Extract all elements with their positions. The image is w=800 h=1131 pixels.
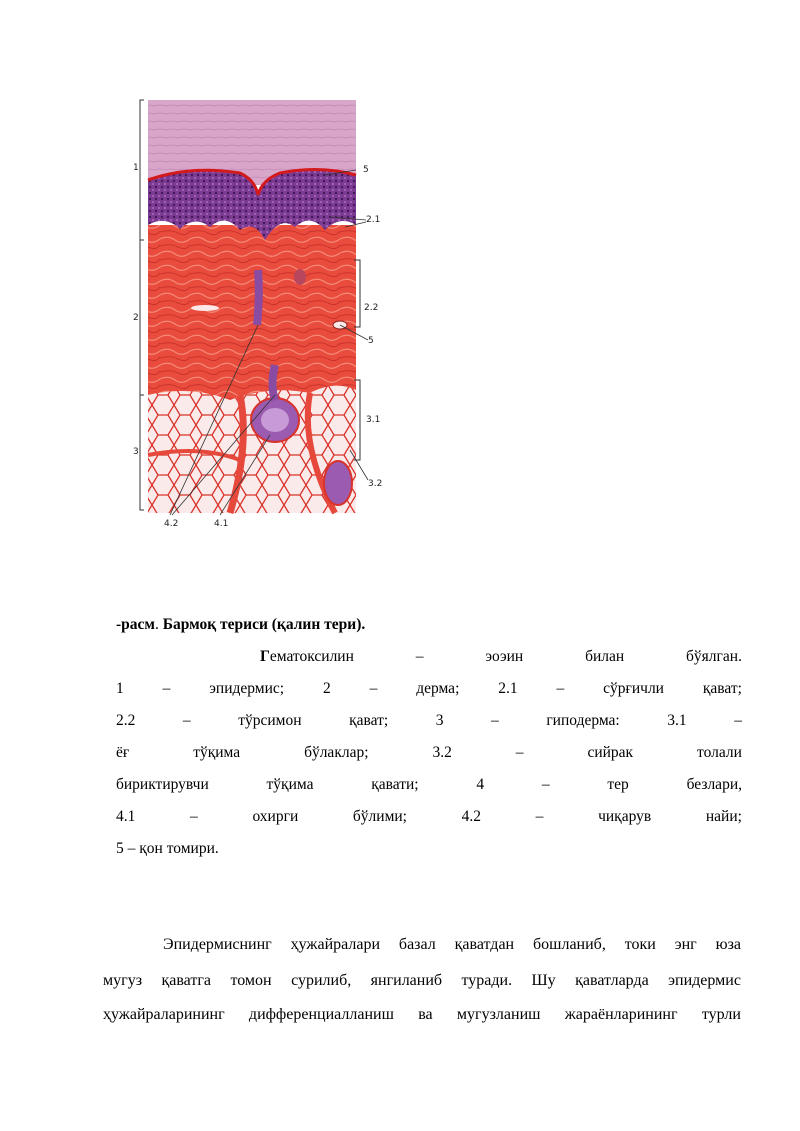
legend-word: 3.2 xyxy=(432,744,452,761)
legend-word: – xyxy=(556,680,565,697)
legend-line-4 xyxy=(116,744,742,762)
paragraph-line-1 xyxy=(163,936,741,954)
paragraph-word: сурилиб, xyxy=(291,972,352,989)
paragraph-word: юза xyxy=(715,936,741,953)
legend-word: – xyxy=(515,744,524,761)
paragraph-word: қаватдан xyxy=(454,936,515,953)
legend-word: бўлими; xyxy=(352,808,407,825)
legend-word: – xyxy=(491,712,499,729)
figure-label-4-2: 4.2 xyxy=(164,519,179,529)
legend-line-2 xyxy=(116,680,742,698)
figure-label-4-1: 4.1 xyxy=(214,519,229,529)
legend-word: бўлаклар; xyxy=(304,744,369,761)
figure-label-3-2: 3.2 xyxy=(368,479,383,489)
paragraph-word: токи xyxy=(624,936,656,953)
legend-word: сўрғичли xyxy=(603,680,664,697)
legend-word: 5 – қон томири. xyxy=(116,840,219,857)
paragraph-word: мугузланиш xyxy=(456,1006,541,1023)
legend-word: – xyxy=(535,808,544,825)
legend-line-1 xyxy=(260,648,742,666)
figure-label-3: 3 xyxy=(133,447,139,457)
legend-word: эоэин xyxy=(485,648,524,665)
legend-word: – xyxy=(182,712,191,729)
legend-word: – xyxy=(162,680,171,697)
legend-word: 1 xyxy=(116,680,124,697)
legend-word: эпидермис; xyxy=(209,680,285,697)
legend-word: тўқима xyxy=(193,744,241,761)
paragraph-word: жараёнларининг xyxy=(564,1006,678,1023)
legend-word: – xyxy=(369,680,378,697)
paragraph-word: қаватларда xyxy=(575,972,649,989)
legend-word: 4 xyxy=(476,776,485,793)
figure-label-3-1: 3.1 xyxy=(366,415,381,425)
figure-label-5-top: 5 xyxy=(363,165,369,175)
legend-word: 2.1 xyxy=(498,680,518,697)
legend-line-7 xyxy=(116,840,742,858)
paragraph-word: базал xyxy=(398,936,436,953)
legend-word: дерма; xyxy=(416,680,460,697)
figure-caption xyxy=(116,616,365,634)
figure-label-1: 1 xyxy=(133,163,139,173)
legend-word: – xyxy=(541,776,550,793)
legend-word: гиподерма: xyxy=(546,712,620,729)
legend-line-6 xyxy=(116,808,742,826)
legend-word: – xyxy=(415,648,424,665)
histology-illustration xyxy=(130,95,390,535)
paragraph-word: мугуз xyxy=(103,972,143,989)
figure-label-2-1: 2.1 xyxy=(366,215,381,225)
legend-word: охирги xyxy=(252,808,299,825)
paragraph-word: ҳужайраларининг xyxy=(103,1006,225,1023)
figure-label-2-2: 2.2 xyxy=(364,303,379,313)
legend-word: толали xyxy=(697,744,742,761)
caption-title: Бармоқ териси (қалин тери). xyxy=(162,616,366,633)
legend-word: 3 xyxy=(435,712,444,729)
legend-word: 4.2 xyxy=(461,808,482,825)
legend-word: Гематоксилин xyxy=(260,648,354,665)
figure-label-5-mid: 5 xyxy=(368,336,374,346)
legend-word: тўрсимон xyxy=(238,712,302,729)
legend-word: 2 xyxy=(322,680,331,697)
legend-word: сийрак xyxy=(587,744,634,761)
paragraph-word: энг xyxy=(674,936,697,953)
paragraph-word: бошланиб, xyxy=(533,936,606,953)
legend-word: қавати; xyxy=(371,776,419,793)
paragraph-word: қаватга xyxy=(161,972,212,989)
legend-line-5 xyxy=(116,776,742,794)
legend-word: 3.1 xyxy=(667,712,687,729)
paragraph-word: томон xyxy=(230,972,272,989)
legend-word: – xyxy=(190,808,198,825)
legend-word: ёғ xyxy=(116,744,130,761)
paragraph-word: янгиланиб xyxy=(370,972,443,989)
legend-word: – xyxy=(734,712,742,729)
paragraph-word: Эпидермиснинг xyxy=(163,936,272,953)
legend-word: қават; xyxy=(702,680,742,697)
figure-label-2: 2 xyxy=(133,313,139,323)
legend-word: қават; xyxy=(349,712,389,729)
paragraph-line-2 xyxy=(103,972,741,990)
skin-histology-figure xyxy=(130,95,390,535)
paragraph-word: ҳужайралари xyxy=(290,936,381,953)
paragraph-line-3 xyxy=(103,1006,741,1024)
paragraph-word: туради. xyxy=(461,972,513,989)
legend-line-3 xyxy=(116,712,742,730)
caption-prefix: -расм xyxy=(116,616,155,633)
legend-word: найи; xyxy=(705,808,742,825)
paragraph-word: дифференциалланиш xyxy=(248,1006,394,1023)
legend-word: билан xyxy=(585,648,625,665)
legend-word: безлари, xyxy=(686,776,742,793)
legend-word: бўялган. xyxy=(686,648,742,665)
legend-word: бириктирувчи xyxy=(116,776,209,793)
paragraph-word: Шу xyxy=(531,972,556,989)
legend-word: 4.1 xyxy=(116,808,136,825)
legend-word: тер xyxy=(607,776,629,793)
paragraph-word: ва xyxy=(418,1006,433,1023)
paragraph-word: турли xyxy=(701,1006,741,1023)
legend-word: 2.2 xyxy=(116,712,136,729)
paragraph-word: эпидермис xyxy=(668,972,741,989)
legend-word: тўқима xyxy=(266,776,314,793)
legend-word: чиқарув xyxy=(598,808,652,825)
caption-dot: . xyxy=(154,616,163,633)
